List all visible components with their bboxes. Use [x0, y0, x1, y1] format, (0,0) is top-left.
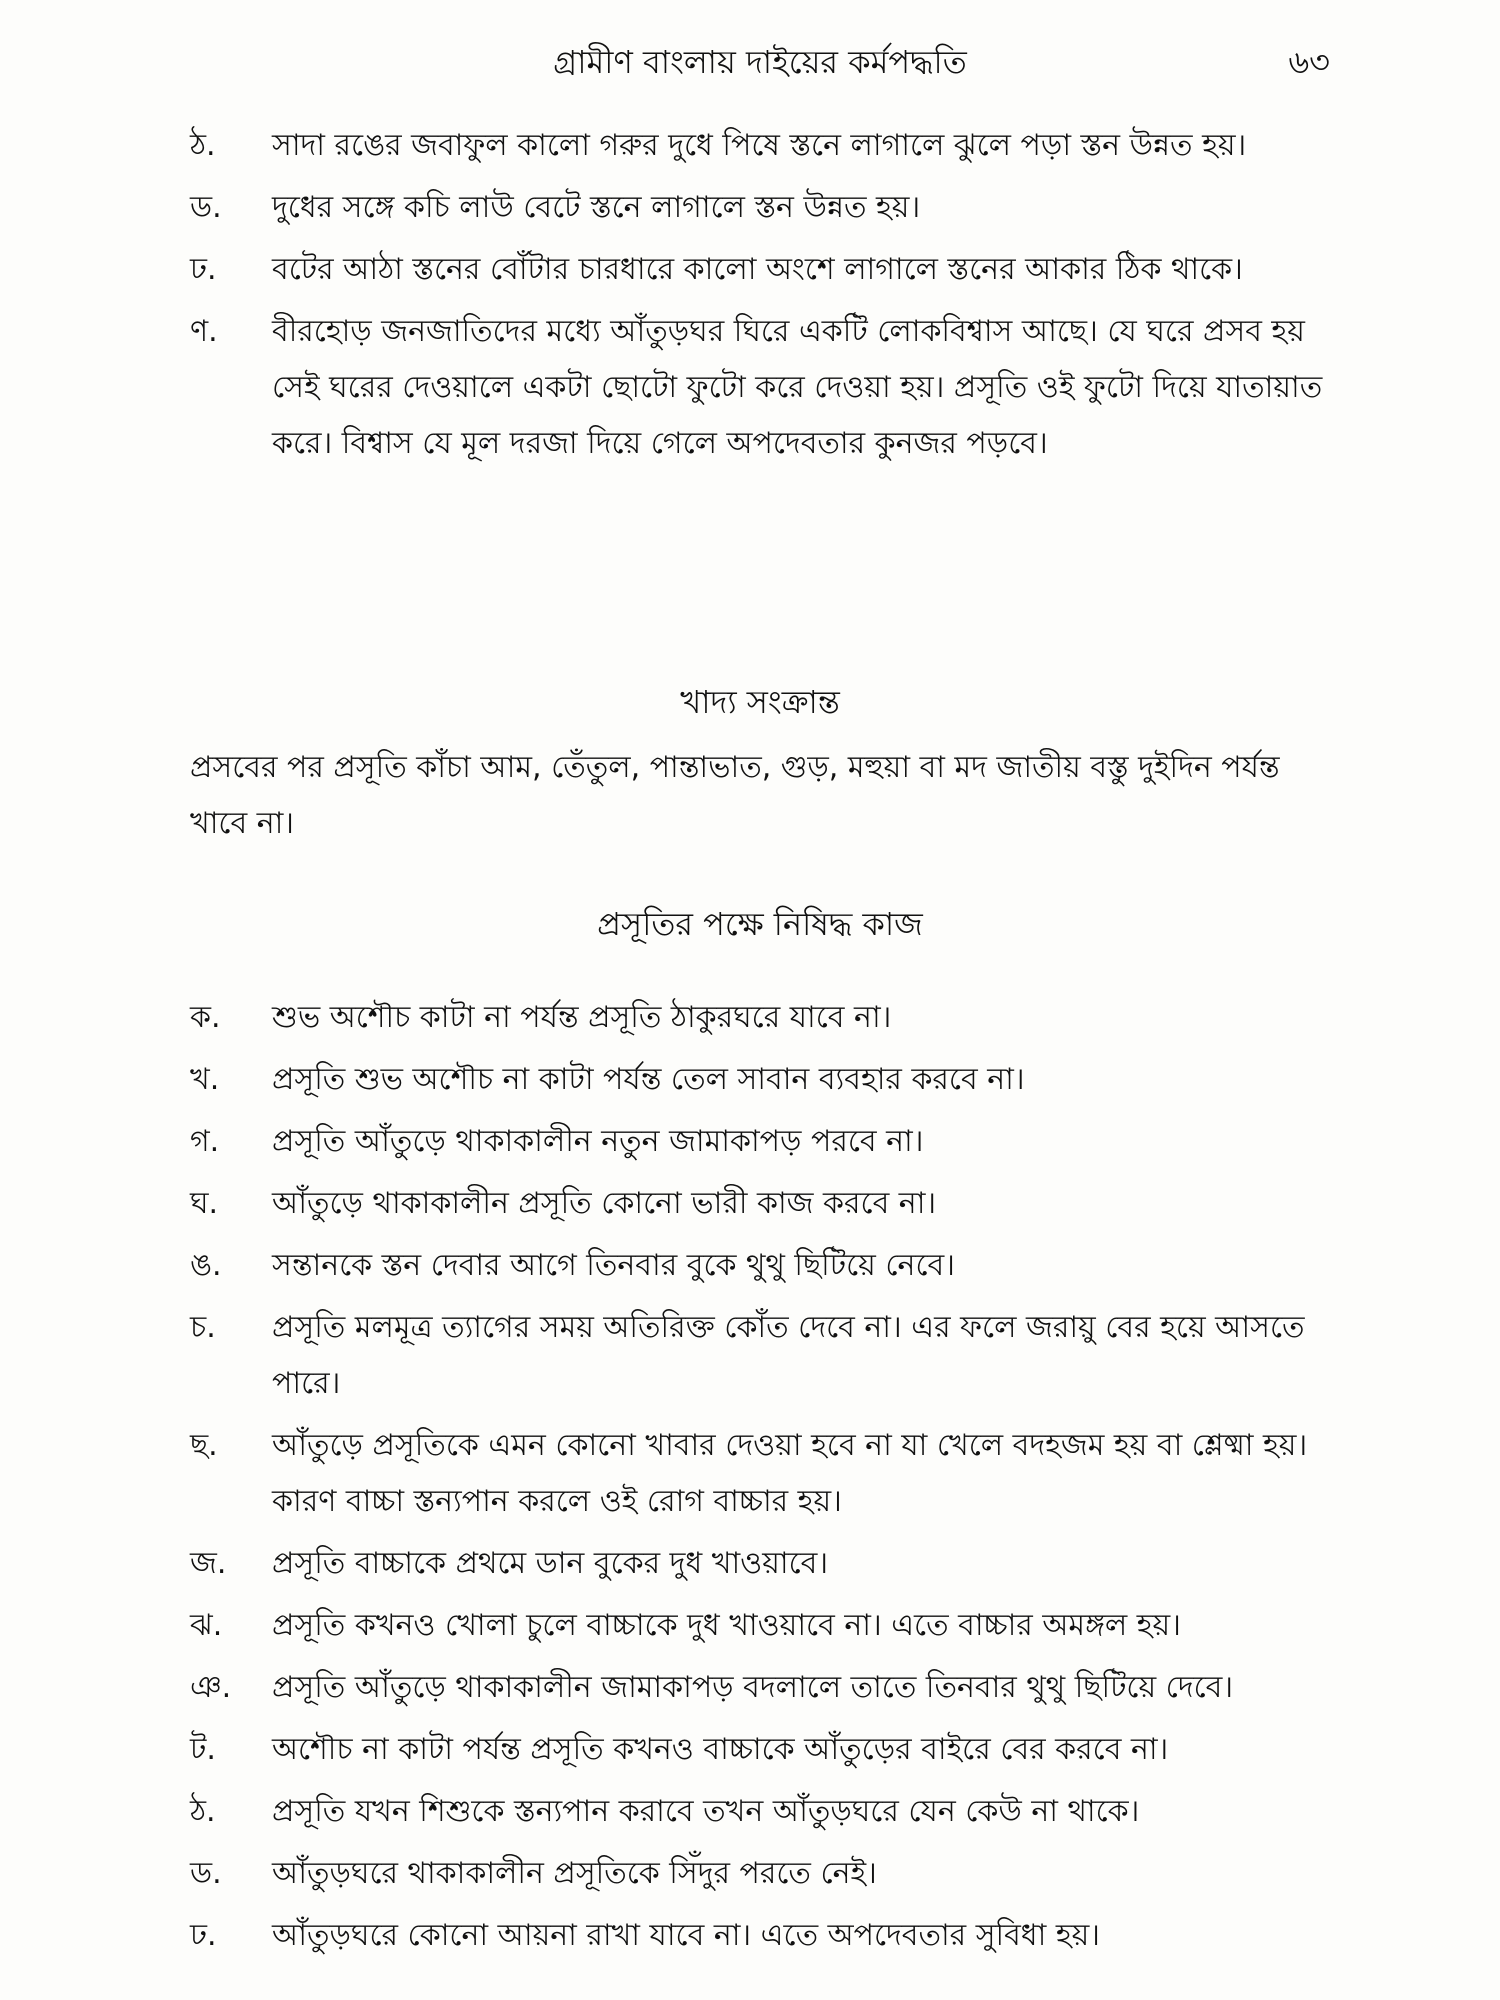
list-text: প্রসূতি মলমূত্র ত্যাগের সময় অতিরিক্ত কোঁত দেবে না। এর ফলে জরায়ু বের হয়ে আসতে পারে।	[272, 1310, 1305, 1401]
list-text: আঁতুড়ে থাকাকালীন প্রসূতি কোনো ভারী কাজ করবে না।	[272, 1186, 937, 1221]
list-marker: ঞ.	[190, 1670, 232, 1705]
list-text: প্রসূতি বাচ্চাকে প্রথমে ডান বুকের দুধ খাওয়াবে।	[272, 1546, 829, 1581]
list-item	[190, 1598, 1330, 1654]
list-item	[190, 1114, 1330, 1170]
list-item	[190, 1300, 1330, 1412]
list-item	[190, 1418, 1330, 1530]
list-item	[190, 990, 1330, 1046]
list-marker: ড.	[190, 1856, 222, 1891]
list-marker: ঙ.	[190, 1248, 222, 1283]
list-item	[190, 1908, 1330, 1964]
list-marker: ট.	[190, 1732, 216, 1767]
list-text: আঁতুড়ে প্রসূতিকে এমন কোনো খাবার দেওয়া হবে না যা খেলে বদহজম হয় বা শ্লেষ্মা হয়। কারণ বাচ্চা স্তন্যপান করলে ওই রোগ বাচ্চার হয়।	[272, 1428, 1308, 1519]
list-text: বটের আঠা স্তনের বোঁটার চারধারে কালো অংশে লাগালে স্তনের আকার ঠিক থাকে।	[272, 252, 1243, 287]
list-text: প্রসূতি যখন শিশুকে স্তন্যপান করাবে তখন আঁতুড়ঘরে যেন কেউ না থাকে।	[272, 1794, 1140, 1829]
list-text: বীরহোড় জনজাতিদের মধ্যে আঁতুড়ঘর ঘিরে একটি লোকবিশ্বাস আছে। যে ঘরে প্রসব হয় সেই ঘরের দেওয়ালে একটা ছোটো ফুটো করে দেওয়া হয়। প্রসূতি ওই ফুটো দিয়ে যাতায়াত করে। বিশ্বাস যে মূল দরজা দিয়ে গেলে অপদেবতার কুনজর পড়বে।	[272, 314, 1323, 461]
running-title: গ্রামীণ বাংলায় দাইয়ের কর্মপদ্ধতি	[553, 43, 967, 81]
list-item	[190, 1052, 1330, 1108]
list-text: সাদা রঙের জবাফুল কালো গরুর দুধে পিষে স্তনে লাগালে ঝুলে পড়া স্তন উন্নত হয়।	[272, 128, 1247, 163]
list-text: সন্তানকে স্তন দেবার আগে তিনবার বুকে থুথু ছিটিয়ে নেবে।	[272, 1248, 955, 1283]
page-number: ৬৩	[1288, 43, 1330, 81]
forbidden-section-heading: প্রসূতির পক্ষে নিষিদ্ধ কাজ	[597, 905, 923, 943]
list-item	[190, 1536, 1330, 1592]
list-item	[190, 180, 1330, 236]
list-marker: ঝ.	[190, 1608, 223, 1643]
list-item	[190, 1784, 1330, 1840]
forbidden-list	[190, 990, 1330, 1970]
list-marker: ঘ.	[190, 1186, 219, 1221]
list-text: আঁতুড়ঘরে থাকাকালীন প্রসূতিকে সিঁদুর পরতে নেই।	[272, 1856, 877, 1891]
list-item	[190, 1238, 1330, 1294]
list-marker: ঠ.	[190, 1794, 216, 1829]
list-text: শুভ অশৌচ কাটা না পর্যন্ত প্রসূতি ঠাকুরঘরে যাবে না।	[272, 1000, 892, 1035]
list-marker: ছ.	[190, 1428, 218, 1463]
food-section-paragraph: প্রসবের পর প্রসূতি কাঁচা আম, তেঁতুল, পান্তাভাত, গুড়, মহুয়া বা মদ জাতীয় বস্তু দুইদিন পর্যন্ত খাবে না।	[190, 750, 1280, 841]
list-marker: ঢ.	[190, 252, 217, 287]
list-item	[190, 242, 1330, 298]
list-marker: জ.	[190, 1546, 227, 1581]
list-item	[190, 1660, 1330, 1716]
running-head	[190, 40, 1330, 90]
list-text: প্রসূতি শুভ অশৌচ না কাটা পর্যন্ত তেল সাবান ব্যবহার করবে না।	[272, 1062, 1025, 1097]
list-text: আঁতুড়ঘরে কোনো আয়না রাখা যাবে না। এতে অপদেবতার সুবিধা হয়।	[272, 1918, 1101, 1953]
food-section-heading: খাদ্য সংক্রান্ত	[680, 683, 840, 721]
list-item	[190, 1722, 1330, 1778]
list-item	[190, 1176, 1330, 1232]
list-text: প্রসূতি আঁতুড়ে থাকাকালীন জামাকাপড় বদলালে তাতে তিনবার থুথু ছিটিয়ে দেবে।	[272, 1670, 1234, 1705]
list-item	[190, 1846, 1330, 1902]
list-marker: ঠ.	[190, 128, 216, 163]
list-marker: গ.	[190, 1124, 220, 1159]
list-marker: চ.	[190, 1310, 216, 1345]
list-item	[190, 118, 1330, 174]
list-text: প্রসূতি আঁতুড়ে থাকাকালীন নতুন জামাকাপড় পরবে না।	[272, 1124, 924, 1159]
list-item	[190, 304, 1330, 472]
list-marker: ড.	[190, 190, 222, 225]
list-text: অশৌচ না কাটা পর্যন্ত প্রসূতি কখনও বাচ্চাকে আঁতুড়ের বাইরে বের করবে না।	[272, 1732, 1169, 1767]
list-marker: ঢ.	[190, 1918, 217, 1953]
list-marker: খ.	[190, 1062, 220, 1097]
list-text: প্রসূতি কখনও খোলা চুলে বাচ্চাকে দুধ খাওয়াবে না। এতে বাচ্চার অমঙ্গল হয়।	[272, 1608, 1181, 1643]
remedy-list	[190, 118, 1330, 478]
list-marker: ণ.	[190, 314, 218, 349]
list-marker: ক.	[190, 1000, 221, 1035]
list-text: দুধের সঙ্গে কচি লাউ বেটে স্তনে লাগালে স্তন উন্নত হয়।	[272, 190, 921, 225]
